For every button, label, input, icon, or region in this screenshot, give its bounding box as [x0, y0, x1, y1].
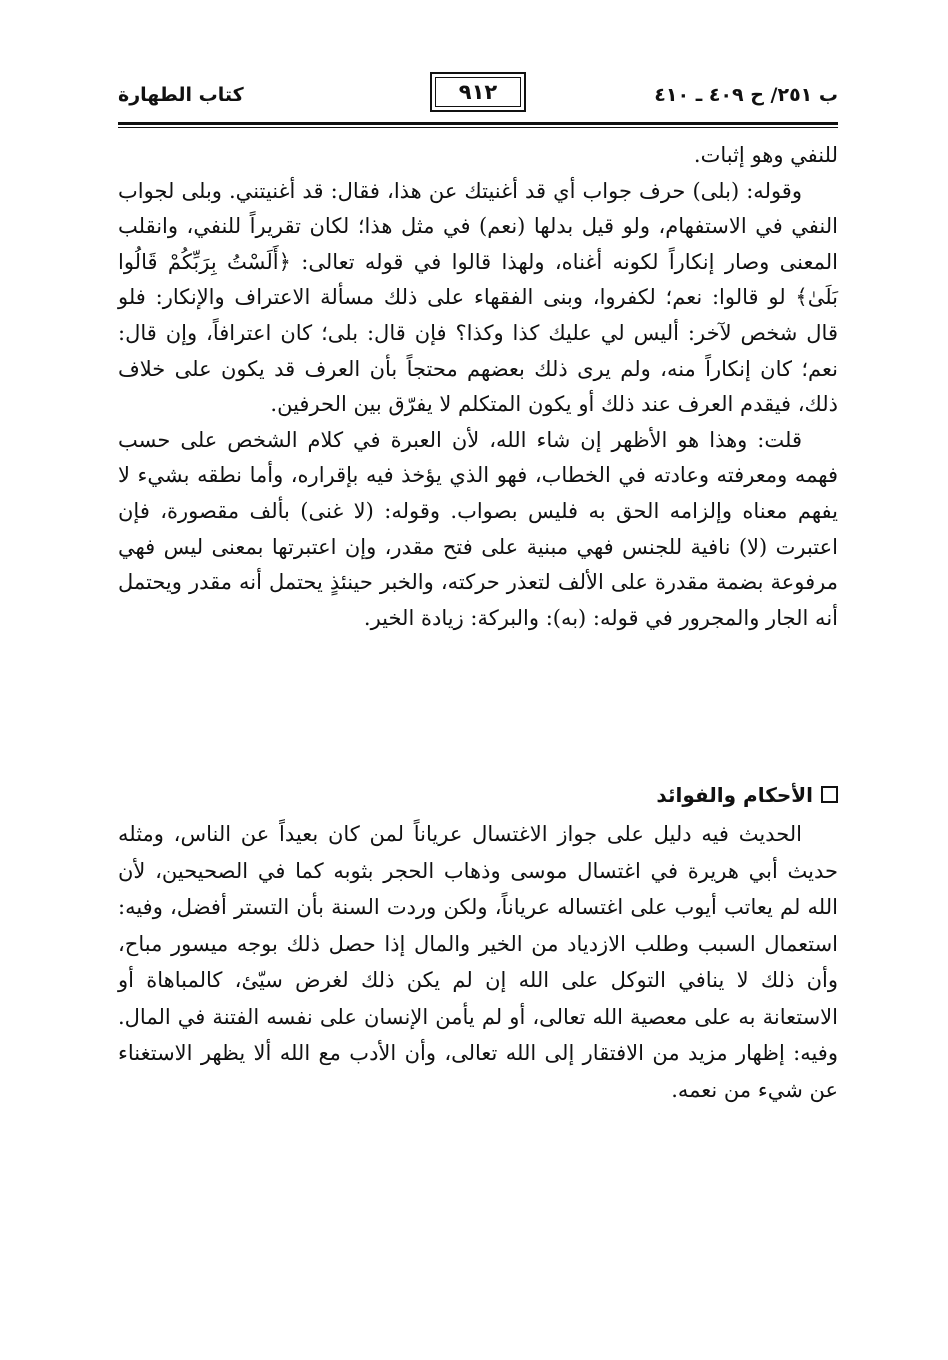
- rulings-text: [118, 816, 838, 1108]
- page-number-box: ٩١٢: [430, 72, 526, 112]
- hadith-reference: ب ٢٥١/ ح ٤٠٩ ـ ٤١٠: [654, 84, 838, 106]
- paragraph: وقوله: (بلى) حرف جواب أي قد أغنيتك عن هذا، فقال: قد أغنيتني. وبلى لجواب النفي في الاستفهام، ولو قيل بدلها (نعم) في مثل هذا؛ لكان تقريراً للنفي، وانقلب المعنى وصار إنكاراً لكونه أغناه، ولهذا قالوا في قوله تعالى: ﴿أَلَسْتُ بِرَبِّكُمْ قَالُوا بَلَىٰ﴾ لو قالوا: نعم؛ لكفروا، وبنى الفقهاء على ذلك مسألة الاعتراف والإنكار: فلو قال شخص لآخر: أليس لي عليك كذا وكذا؟ فإن قال: بلى؛ كان اعترافاً، وإن قال: نعم؛ كان إنكاراً منه، ولم يرى ذلك بعضهم محتجاً بأن العرف قد يكون على خلاف ذلك، فيقدم العرف عند ذلك أو يكون المتكلم لا يفرّق بين الحرفين.: [118, 178, 838, 417]
- paragraph: للنفي وهو إثبات.: [693, 143, 838, 167]
- header-rule-thin: [118, 127, 838, 128]
- square-bullet-icon: [821, 786, 838, 803]
- main-text: [118, 138, 838, 636]
- book-title: كتاب الطهارة: [118, 84, 244, 106]
- paragraph: الحديث فيه دليل على جواز الاغتسال عرياناً لمن كان بعيداً عن الناس، ومثله حديث أبي هريرة في اغتسال موسى وذهاب الحجر بثوبه كما في الصحيحين، لأن الله لم يعاتب أيوب على اغتساله عرياناً، ولكن وردت السنة بأن التستر أفضل، وفيه: استعمال السبب وطلب الازدياد من الخير والمال إذا حصل ذلك بوجه ميسور مباح، وأن ذلك لا ينافي التوكل على الله إن لم يكن ذلك لغرض سيّئ، كالمباهاة أو الاستعانة به على معصية الله تعالى، أو لم يأمن الإنسان على نفسه الفتنة في المال. وفيه: إظهار مزيد من الافتقار إلى الله تعالى، وأن الأدب مع الله ألا يظهر الاستغناء عن شيء من نعمه.: [118, 822, 838, 1102]
- page-header: [118, 78, 838, 124]
- header-rule: [118, 122, 838, 125]
- section-heading: [118, 780, 838, 810]
- section-heading-label: الأحكام والفوائد: [656, 783, 813, 807]
- paragraph: قلت: وهذا هو الأظهر إن شاء الله، لأن العبرة في كلام الشخص على حسب فهمه ومعرفته وعادته في الخطاب، فهو الذي يؤخذ فيه بإقراره، وأما نطقه بشيء لا يفهم معناه وإلزامه الحق به فليس بصواب. وقوله: (لا غنى) بألف مقصورة، فإن اعتبرت (لا) نافية للجنس فهي مبنية على فتح مقدر، وإن اعتبرتها بمعنى ليس فهي مرفوعة بضمة مقدرة على الألف لتعذر حركته، والخبر حينئذٍ يحتمل أنه مقدر ويحتمل أنه الجار والمجرور في قوله: (به): والبركة: زيادة الخير.: [118, 427, 838, 630]
